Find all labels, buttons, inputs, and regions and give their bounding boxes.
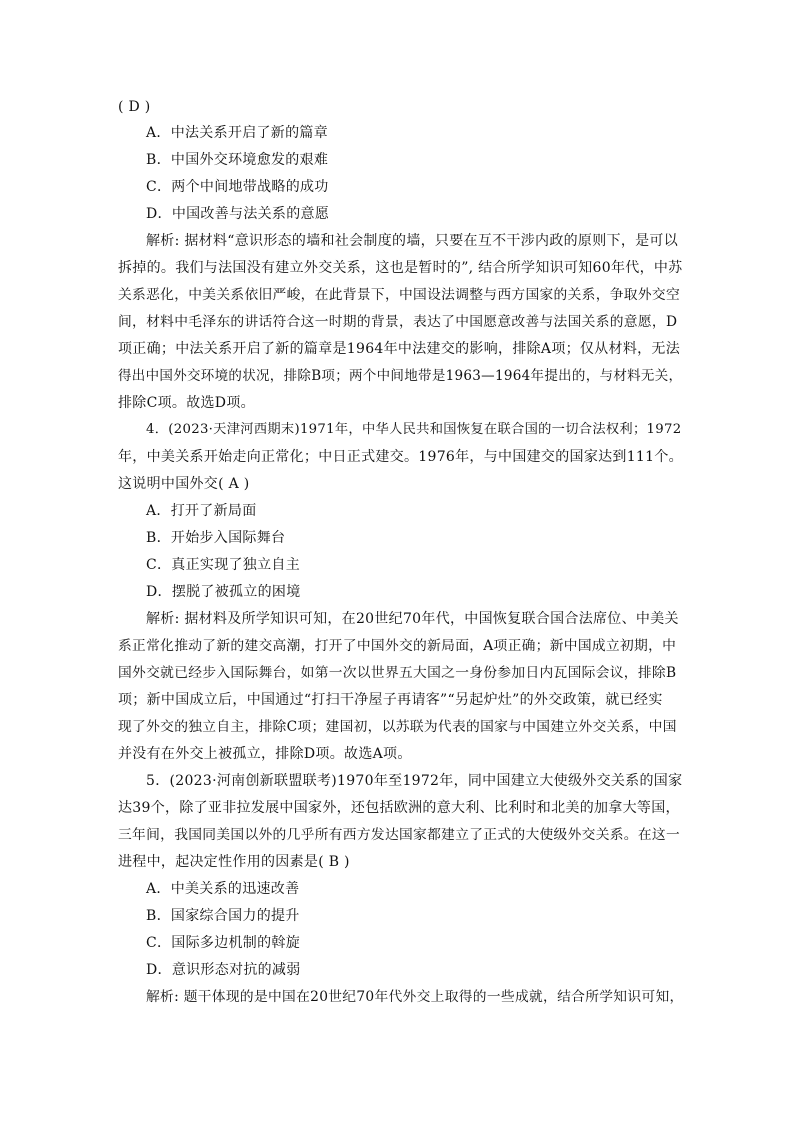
q3-analysis-line: 排除C项。故选D项。	[118, 395, 255, 411]
q3-analysis-line: 间，材料中毛泽东的讲话符合这一时期的背景，表达了中国愿意改善与法国关系的意愿，D	[118, 314, 678, 330]
q5-stem-line: 5．(2023·河南创新联盟联考)1970年至1972年，同中国建立大使级外交关系的国家	[146, 773, 683, 789]
q5-stem-line: 三年间，我国同美国以外的几乎所有西方发达国家都建立了正式的大使级外交关系。在这一	[118, 827, 681, 843]
q3-analysis-line: 拆掉的。我们与法国没有建立外交关系，这也是暂时的”, 结合所学知识可知60年代，中苏	[118, 260, 683, 276]
q3-answer-line: ( D )	[118, 99, 151, 115]
q3-analysis-line: 关系恶化，中美关系依旧严峻，在此背景下，中国设法调整与西方国家的关系，争取外交空	[118, 287, 681, 303]
q4-stem-line: 这说明中国外交( A )	[118, 476, 250, 492]
q5-stem-line: 达39个，除了亚非拉发展中国家外，还包括欧洲的意大利、比利时和北美的加拿大等国，	[118, 800, 680, 816]
q4-option-d: D．摆脱了被孤立的困境	[146, 584, 301, 600]
q3-analysis-line: 项正确；中法关系开启了新的篇章是1964年中法建交的影响，排除A项；仅从材料，无法	[118, 341, 681, 357]
q5-option-a: A．中美关系的迅速改善	[146, 881, 300, 897]
q4-option-c: C．真正实现了独立自主	[146, 557, 301, 573]
q3-option-c: C．两个中间地带战略的成功	[146, 179, 329, 195]
q4-stem-line: 4．(2023·天津河西期末)1971年，中华人民共和国恢复在联合国的一切合法权利；1972	[146, 422, 682, 437]
q4-option-b: B．开始步入国际舞台	[146, 530, 286, 546]
q3-option-d: D．中国改善与法关系的意愿	[146, 206, 330, 222]
q3-option-b: B．中国外交环境愈发的艰难	[146, 152, 329, 168]
q4-analysis-line: 系正常化推动了新的建交高潮，打开了中国外交的新局面，A项正确；新中国成立初期，中	[118, 638, 677, 654]
q3-analysis-line: 得出中国外交环境的状况，排除B项；两个中间地带是1963—1964年提出的，与材料无关，	[118, 368, 683, 384]
q4-analysis-line: 现了外交的独立自主，排除C项；建国初，以苏联为代表的国家与中国建立外交关系，中国	[118, 719, 677, 735]
q3-option-a: A．中法关系开启了新的篇章	[146, 125, 329, 141]
q4-analysis-line: 项；新中国成立后，中国通过“打扫干净屋子再请客”“另起炉灶”的外交政策，就已经实	[118, 692, 663, 708]
q4-analysis-line: 解析: 据材料及所学知识可知，在20世纪70年代，中国恢复联合国合法席位、中美关	[146, 611, 679, 627]
q4-analysis-line: 国外交就已经步入国际舞台，如第一次以世界五大国之一身份参加日内瓦国际会议，排除B	[118, 665, 677, 681]
q5-analysis-line: 解析: 题干体现的是中国在20世纪70年代外交上取得的一些成就，结合所学知识可知，	[146, 989, 684, 1005]
q4-analysis-line: 并没有在外交上被孤立，排除D项。故选A项。	[118, 746, 412, 762]
q5-option-c: C．国际多边机制的斡旋	[146, 935, 301, 951]
q5-stem-line: 进程中，起决定性作用的因素是( B )	[118, 854, 350, 870]
q4-option-a: A．打开了新局面	[146, 503, 257, 519]
q5-option-d: D．意识形态对抗的减弱	[146, 962, 301, 978]
q3-analysis-line: 解析: 据材料“意识形态的墙和社会制度的墙，只要在互不干涉内政的原则下，是可以	[146, 233, 679, 249]
q5-option-b: B．国家综合国力的提升	[146, 908, 300, 924]
q4-stem-line: 年，中美关系开始走向正常化；中日正式建交。1976年，与中国建交的国家达到111个。	[118, 449, 683, 465]
